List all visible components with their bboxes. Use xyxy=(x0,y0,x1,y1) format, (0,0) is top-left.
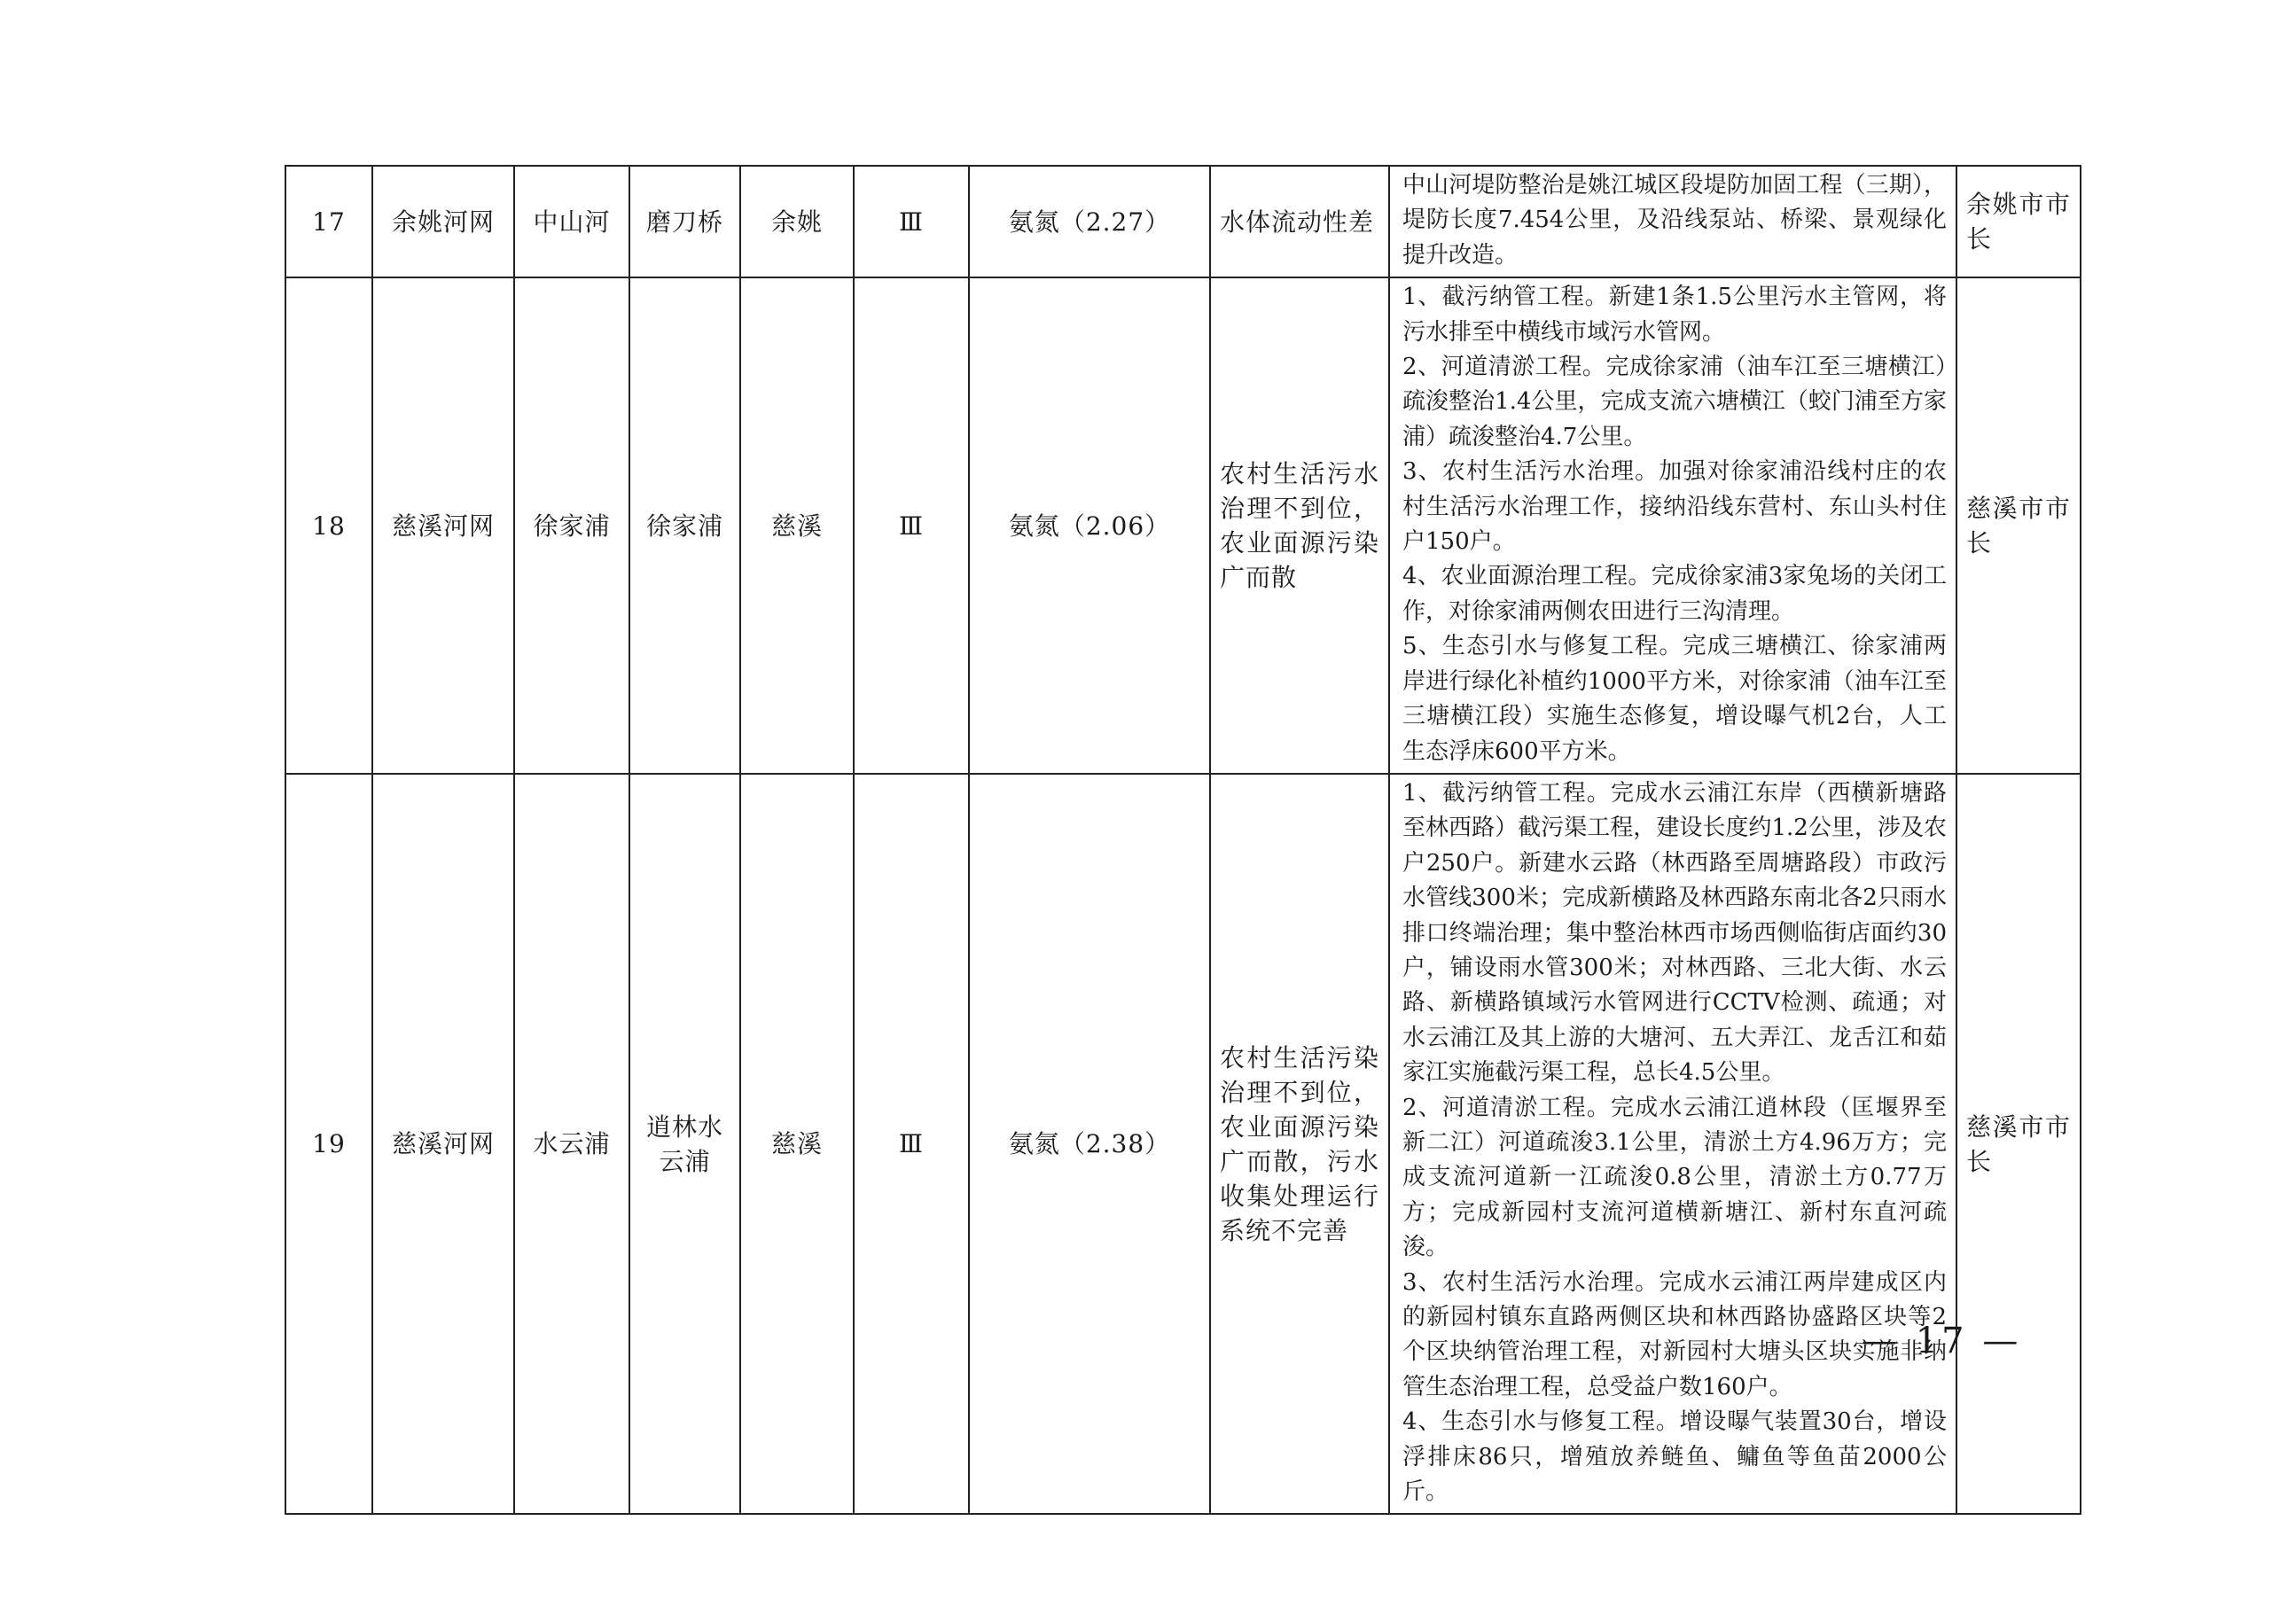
section-cell: 徐家浦 xyxy=(629,277,740,774)
measure-item: 1、截污纳管工程。新建1条1.5公里污水主管网，将污水排至中横线市域污水管网。 xyxy=(1402,284,1947,346)
target-class-cell: Ⅲ xyxy=(854,277,969,774)
measure-item: 3、农村生活污水治理。完成水云浦江两岸建成区内的新园村镇东直路两侧区块和林西路协盛路区块等2个区块纳管治理工程，对新园村大塘头区块实施非纳管生态治理工程，总受益户数160户。 xyxy=(1402,1268,1947,1400)
river-cell: 徐家浦 xyxy=(514,277,629,774)
measure-item: 2、河道清淤工程。完成徐家浦（油车江至三塘横江）疏浚整治1.4公里，完成支流六塘横江（蛟门浦至方家浦）疏浚整治4.7公里。 xyxy=(1402,354,1947,450)
table-row xyxy=(285,166,2081,277)
cause-cell: 农村生活污染治理不到位，农业面源污染广而散，污水收集处理运行系统不完善 xyxy=(1210,774,1389,1515)
section-cell: 磨刀桥 xyxy=(629,166,740,277)
row-number: 19 xyxy=(285,774,372,1515)
responsible-cell: 慈溪市市长 xyxy=(1956,774,2081,1515)
measure-item: 3、农村生活污水治理。加强对徐家浦沿线村庄的农村生活污水治理工作，接纳沿线东营村、东山头村住户150户。 xyxy=(1402,458,1947,556)
pollutant-cell: 氨氮（2.27） xyxy=(969,166,1210,277)
responsible-cell: 余姚市市长 xyxy=(1956,166,2081,277)
county-cell: 慈溪 xyxy=(740,774,854,1515)
cause-cell: 农村生活污水治理不到位，农业面源污染广而散 xyxy=(1210,277,1389,774)
river-cell: 中山河 xyxy=(514,166,629,277)
basin-cell: 慈溪河网 xyxy=(372,277,514,774)
basin-cell: 余姚河网 xyxy=(372,166,514,277)
basin-cell: 慈溪河网 xyxy=(372,774,514,1515)
measures-cell xyxy=(1389,277,1956,774)
county-cell: 慈溪 xyxy=(740,277,854,774)
measure-item: 1、截污纳管工程。完成水云浦江东岸（西横新塘路至林西路）截污渠工程，建设长度约1.2公里，涉及农户250户。新建水云路（林西路至周塘路段）市政污水管线300米；完成新横路及林西路东南北各2只雨水排口终端治理；集中整治林西市场西侧临街店面约30户，铺设雨水管300米；对林西路、三北大街、水云路、新横路镇域污水管网进行CCTV检测、疏通；对水云浦江及其上游的大塘河、五大弄江、龙舌江和茹家江实施截污渠工程，总长4.5公里。 xyxy=(1402,779,1947,1087)
measures-cell xyxy=(1389,774,1956,1515)
cause-cell: 水体流动性差 xyxy=(1210,166,1389,277)
page-number: — 17 — xyxy=(1862,1321,2022,1361)
section-cell: 逍林水云浦 xyxy=(629,774,740,1515)
measure-item: 4、生态引水与修复工程。增设曝气装置30台，增设浮排床86只，增殖放养鲢鱼、鳙鱼等鱼苗2000公斤。 xyxy=(1402,1408,1947,1506)
pollutant-cell: 氨氮（2.06） xyxy=(969,277,1210,774)
responsible-cell: 慈溪市市长 xyxy=(1956,277,2081,774)
governance-table xyxy=(285,165,2081,1515)
measure-item: 2、河道清淤工程。完成水云浦江逍林段（匡堰界至新二江）河道疏浚3.1公里，清淤土方4.96万方；完成支流河道新一江疏浚0.8公里，清淤土方0.77万方；完成新园村支流河道横新塘江、新村东直河疏浚。 xyxy=(1402,1094,1947,1261)
target-class-cell: Ⅲ xyxy=(854,166,969,277)
row-number: 18 xyxy=(285,277,372,774)
row-number: 17 xyxy=(285,166,372,277)
measure-item: 4、农业面源治理工程。完成徐家浦3家兔场的关闭工作，对徐家浦两侧农田进行三沟清理。 xyxy=(1402,563,1947,625)
table-row xyxy=(285,774,2081,1515)
measures-cell xyxy=(1389,166,1956,277)
measure-item: 中山河堤防整治是姚江城区段堤防加固工程（三期），堤防长度7.454公里，及沿线泵站、桥梁、景观绿化提升改造。 xyxy=(1402,172,1947,269)
table-row xyxy=(285,277,2081,774)
county-cell: 余姚 xyxy=(740,166,854,277)
pollutant-cell: 氨氮（2.38） xyxy=(969,774,1210,1515)
river-cell: 水云浦 xyxy=(514,774,629,1515)
target-class-cell: Ⅲ xyxy=(854,774,969,1515)
measure-item: 5、生态引水与修复工程。完成三塘横江、徐家浦两岸进行绿化补植约1000平方米，对徐家浦（油车江至三塘横江段）实施生态修复，增设曝气机2台，人工生态浮床600平方米。 xyxy=(1402,633,1947,765)
